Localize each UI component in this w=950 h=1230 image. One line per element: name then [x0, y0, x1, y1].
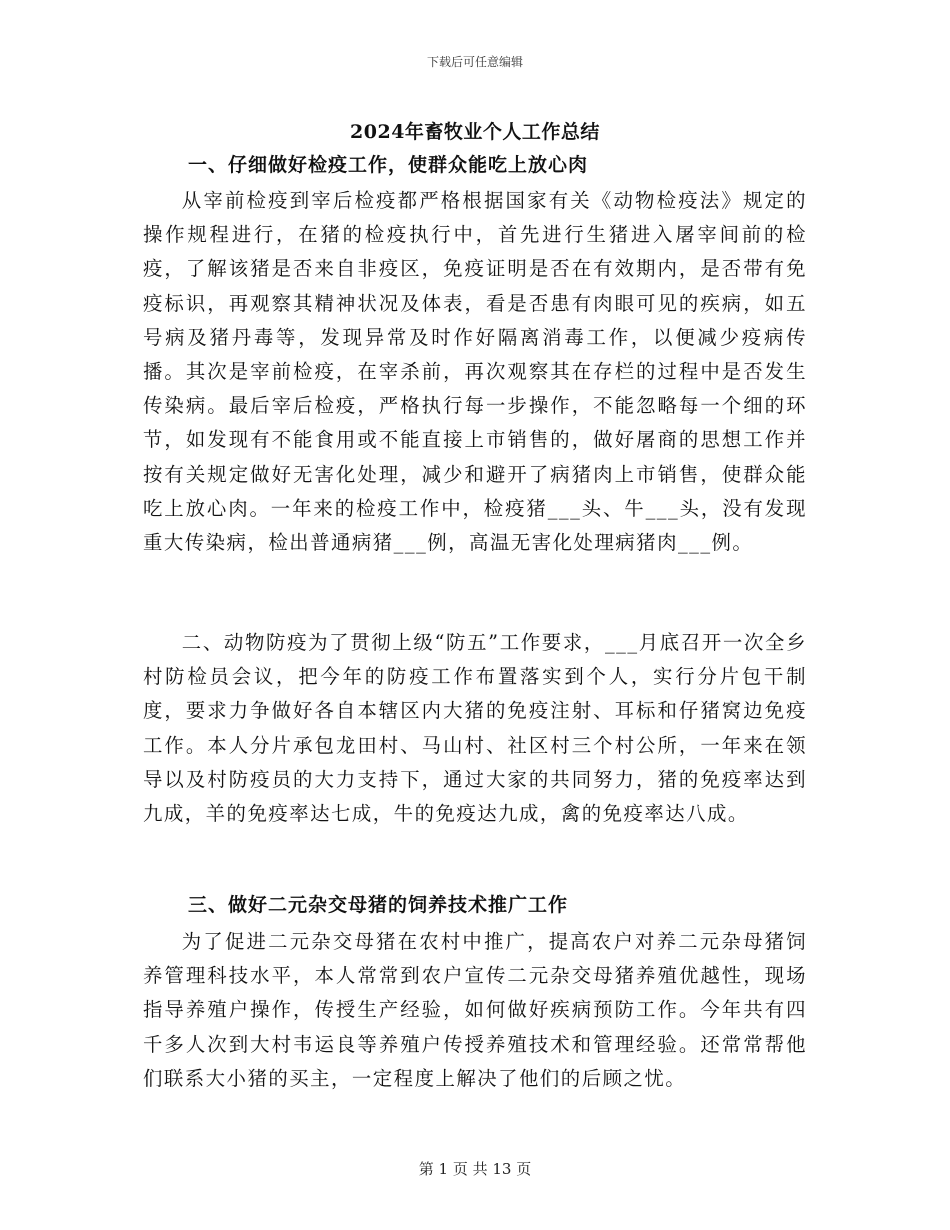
section3-paragraph: 为了促进二元杂交母猪在农村中推广，提高农户对养二元杂母猪饲养管理科技水平，本人常常到农户宣传二元杂交母猪养殖优越性，现场指导养殖户操作，传授生产经验，如何做好疾病预防工作。今年共有四千多人次到大村韦运良等养殖户传授养殖技术和管理经验。还常常帮他们联系大小猪的买主，一定程度上解决了他们的后顾之忧。	[143, 930, 807, 1090]
section1-paragraph: 从宰前检疫到宰后检疫都严格根据国家有关《动物检疫法》规定的操作规程进行，在猪的检疫执行中，首先进行生猪进入屠宰间前的检疫，了解该猪是否来自非疫区，免疫证明是否在有效期内，是否带有免疫标识，再观察其精神状况及体表，看是否患有肉眼可见的疾病，如五号病及猪丹毒等，发现异常及时作好隔离消毒工作，以便减少疫病传播。其次是宰前检疫，在宰杀前，再次观察其在存栏的过程中是否发生传染病。最后宰后检疫，严格执行每一步操作，不能忽略每一个细的环节，如发现有不能食用或不能直接上市销售的，做好屠商的思想工作并按有关规定做好无害化处理，减少和避开了病猪肉上市销售，使群众能吃上放心肉。一年来的检疫工作中，检疫猪___头、牛___头，没有发现重大传染病，检出普通病猪___例，高温无害化处理病猪肉___例。	[143, 189, 807, 555]
header-note: 下载后可任意编辑	[426, 55, 523, 69]
section1-heading: 一、仔细做好检疫工作，使群众能吃上放心肉	[188, 154, 589, 176]
page-number: 第 1 页 共 13 页	[418, 1160, 532, 1178]
section3-heading: 三、做好二元杂交母猪的饲养技术推广工作	[188, 894, 569, 916]
document-title: 2024年畜牧业个人工作总结	[350, 121, 600, 143]
section2-paragraph: 二、动物防疫为了贯彻上级“防五”工作要求，___月底召开一次全乡村防检员会议，把今年的防疫工作布置落实到个人，实行分片包干制度，要求力争做好各自本辖区内大猪的免疫注射、耳标和仔猪窝边免疫工作。本人分片承包龙田村、马山村、社区村三个村公所，一年来在领导以及村防疫员的大力支持下，通过大家的共同努力，猪的免疫率达到九成，羊的免疫率达七成，牛的免疫达九成，禽的免疫率达八成。	[143, 631, 807, 826]
